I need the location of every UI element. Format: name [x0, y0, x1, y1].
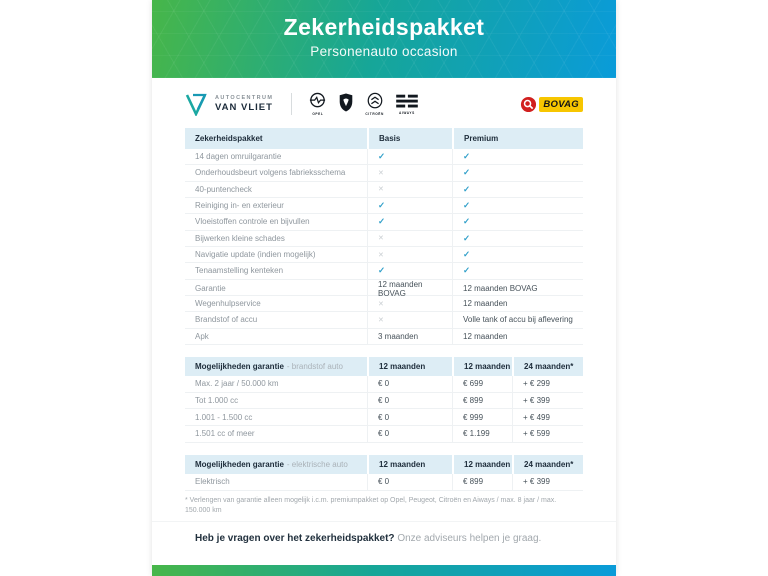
dealer-logo — [185, 92, 273, 116]
table-row — [185, 231, 583, 247]
row-label: Garantie — [195, 284, 226, 294]
header-cell-title: Mogelijkheden garantie - elektrische auto — [185, 455, 367, 474]
table-row — [185, 165, 583, 181]
header-cell-24m: 24 maanden* — [512, 357, 583, 376]
row-label: Vloeistoffen controle en bijvullen — [195, 217, 310, 227]
price-value: € 1.199 — [452, 426, 512, 442]
price-value: € 0 — [367, 474, 452, 490]
header-band — [152, 0, 616, 78]
cross-icon: ✕ — [367, 296, 452, 311]
row-label: Apk — [195, 331, 209, 341]
table-row — [185, 376, 583, 393]
basis-value: 12 maanden BOVAG — [367, 280, 452, 298]
check-icon: ✓ — [452, 165, 583, 180]
question-rest: Onze adviseurs helpen je graag. — [397, 533, 542, 544]
table-row — [185, 426, 583, 443]
premium-value: 12 maanden — [452, 296, 583, 311]
footnote: * Verlengen van garantie alleen mogelijk i.c.m. premiumpakket op Opel, Peugeot, Citroën en Aiways / max. 8 jaar / max. 150.000 km — [185, 497, 557, 514]
divider — [152, 521, 616, 522]
check-icon: ✓ — [452, 149, 583, 164]
header-cell-12m-premium: 12 maanden — [452, 455, 512, 474]
price-value: + € 399 — [512, 393, 583, 409]
check-icon: ✓ — [367, 198, 452, 213]
bovag-magnifier-icon — [520, 96, 537, 113]
row-label: 14 dagen omruilgarantie — [195, 152, 282, 162]
electric-table-header-row — [185, 455, 583, 474]
footer-bar — [152, 565, 616, 576]
table-row — [185, 198, 583, 214]
table-row — [185, 263, 583, 279]
row-label: Onderhoudsbeurt volgens fabrieksschema — [195, 168, 346, 178]
dealer-logo-mark-icon — [185, 92, 209, 116]
header-cell-12m: 12 maanden — [367, 357, 452, 376]
table-row — [185, 474, 583, 491]
question-bold: Heb je vragen over het zekerheidspakket? — [195, 533, 395, 544]
logo-row — [185, 86, 583, 122]
header-cell-12m: 12 maanden — [367, 455, 452, 474]
header-cell-premium: Premium — [452, 128, 583, 149]
document-page — [152, 0, 616, 576]
row-label: 1.501 cc of meer — [195, 429, 255, 439]
aiways-logo-icon: AIWAYS — [394, 92, 420, 115]
fuel-table-header-row — [185, 357, 583, 376]
page-title: Zekerheidspakket — [283, 14, 485, 40]
bovag-logo — [520, 96, 583, 113]
premium-value: 12 maanden — [452, 329, 583, 344]
price-value: € 899 — [452, 393, 512, 409]
opel-logo-icon: OPEL — [308, 92, 327, 116]
table-row — [185, 409, 583, 426]
check-icon: ✓ — [367, 263, 452, 278]
check-icon: ✓ — [367, 214, 452, 229]
price-value: + € 499 — [512, 409, 583, 425]
check-icon: ✓ — [452, 182, 583, 197]
price-value: + € 599 — [512, 426, 583, 442]
check-icon: ✓ — [452, 214, 583, 229]
table-row — [185, 280, 583, 296]
price-value: + € 399 — [512, 474, 583, 490]
table-row — [185, 312, 583, 328]
dealer-name-bottom: VAN VLIET — [215, 102, 273, 113]
brand-logos — [308, 92, 420, 116]
price-value: € 0 — [367, 376, 452, 392]
header-cell-24m: 24 maanden* — [512, 455, 583, 474]
check-icon: ✓ — [452, 247, 583, 262]
check-icon: ✓ — [452, 231, 583, 246]
row-label: Tenaamstelling kenteken — [195, 266, 284, 276]
row-label: Max. 2 jaar / 50.000 km — [195, 379, 279, 389]
premium-value: 12 maanden BOVAG — [452, 280, 583, 298]
row-label: 1.001 - 1.500 cc — [195, 412, 253, 422]
table-row — [185, 329, 583, 345]
dealer-name-top: AUTOCENTRUM — [215, 94, 274, 101]
row-label: Tot 1.000 cc — [195, 396, 239, 406]
row-label: Brandstof of accu — [195, 315, 258, 325]
question-text — [195, 533, 605, 544]
cross-icon: ✕ — [367, 182, 452, 197]
check-icon: ✓ — [367, 149, 452, 164]
cross-icon: ✕ — [367, 231, 452, 246]
fuel-warranty-table — [185, 357, 583, 443]
price-value: € 0 — [367, 426, 452, 442]
header-cell-package: Zekerheidspakket — [185, 128, 367, 149]
price-value: + € 299 — [512, 376, 583, 392]
citroen-logo-icon: CITROËN — [365, 92, 384, 116]
table-row — [185, 296, 583, 312]
cross-icon: ✕ — [367, 165, 452, 180]
check-icon: ✓ — [452, 263, 583, 278]
logo-divider — [291, 93, 292, 115]
price-value: € 0 — [367, 393, 452, 409]
package-table — [185, 128, 583, 345]
row-label: Reiniging in- en exterieur — [195, 201, 284, 211]
row-label: Wegenhulpservice — [195, 299, 261, 309]
basis-value: 3 maanden — [367, 329, 452, 344]
cross-icon: ✕ — [367, 247, 452, 262]
table-row — [185, 214, 583, 230]
premium-value: Volle tank of accu bij aflevering — [452, 312, 583, 327]
package-table-header-row — [185, 128, 583, 149]
peugeot-logo-icon — [337, 92, 355, 113]
row-label: Bijwerken kleine schades — [195, 233, 285, 243]
cross-icon: ✕ — [367, 312, 452, 327]
table-row — [185, 182, 583, 198]
table-row — [185, 247, 583, 263]
header-cell-title: Mogelijkheden garantie - brandstof auto — [185, 357, 367, 376]
price-value: € 999 — [452, 409, 512, 425]
table-row — [185, 393, 583, 410]
price-value: € 699 — [452, 376, 512, 392]
table-row — [185, 149, 583, 165]
row-label: 40-puntencheck — [195, 184, 252, 194]
row-label: Navigatie update (indien mogelijk) — [195, 250, 316, 260]
header-cell-basis: Basis — [367, 128, 452, 149]
header-cell-12m-premium: 12 maanden — [452, 357, 512, 376]
price-value: € 899 — [452, 474, 512, 490]
check-icon: ✓ — [452, 198, 583, 213]
electric-warranty-table — [185, 455, 583, 491]
bovag-label: BOVAG — [539, 97, 583, 112]
row-label: Elektrisch — [195, 477, 230, 487]
price-value: € 0 — [367, 409, 452, 425]
page-subtitle: Personenauto occasion — [310, 44, 458, 59]
